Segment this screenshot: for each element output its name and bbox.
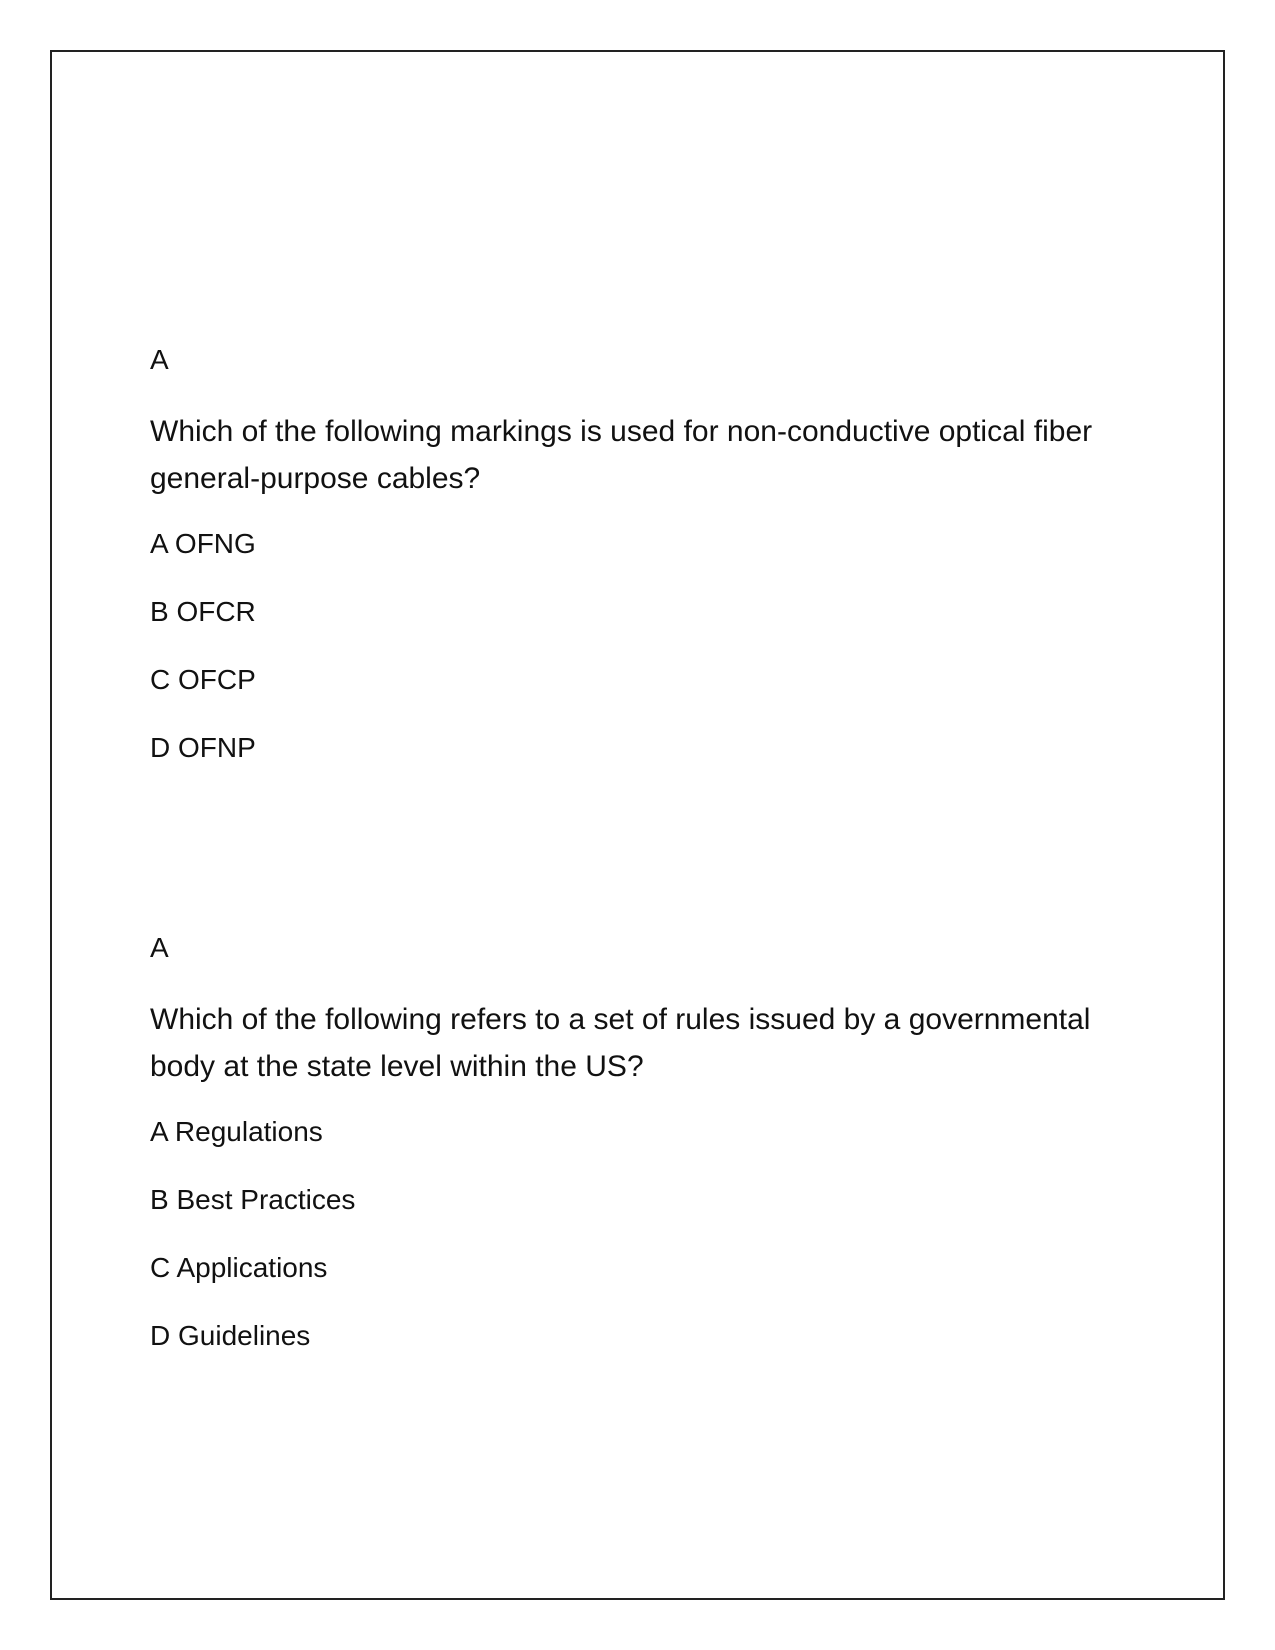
option-b: B OFCR xyxy=(150,596,256,627)
answer-key: A xyxy=(150,344,169,375)
option-c: C Applications xyxy=(150,1252,328,1283)
question-text: Which of the following refers to a set of rules issued by a governmental body at the state level within the US? xyxy=(150,1003,1091,1083)
answer-key: A xyxy=(150,932,169,963)
option-b: B Best Practices xyxy=(150,1184,356,1215)
option-a: A OFNG xyxy=(150,528,256,559)
question-2 xyxy=(150,928,1130,1384)
option-d: D OFNP xyxy=(150,732,256,763)
option-a: A Regulations xyxy=(150,1116,323,1147)
option-d: D Guidelines xyxy=(150,1320,311,1351)
question-text: Which of the following markings is used for non-conductive optical fiber general-purpose cables? xyxy=(150,415,1093,495)
option-c: C OFCP xyxy=(150,664,256,695)
question-1 xyxy=(150,340,1130,796)
